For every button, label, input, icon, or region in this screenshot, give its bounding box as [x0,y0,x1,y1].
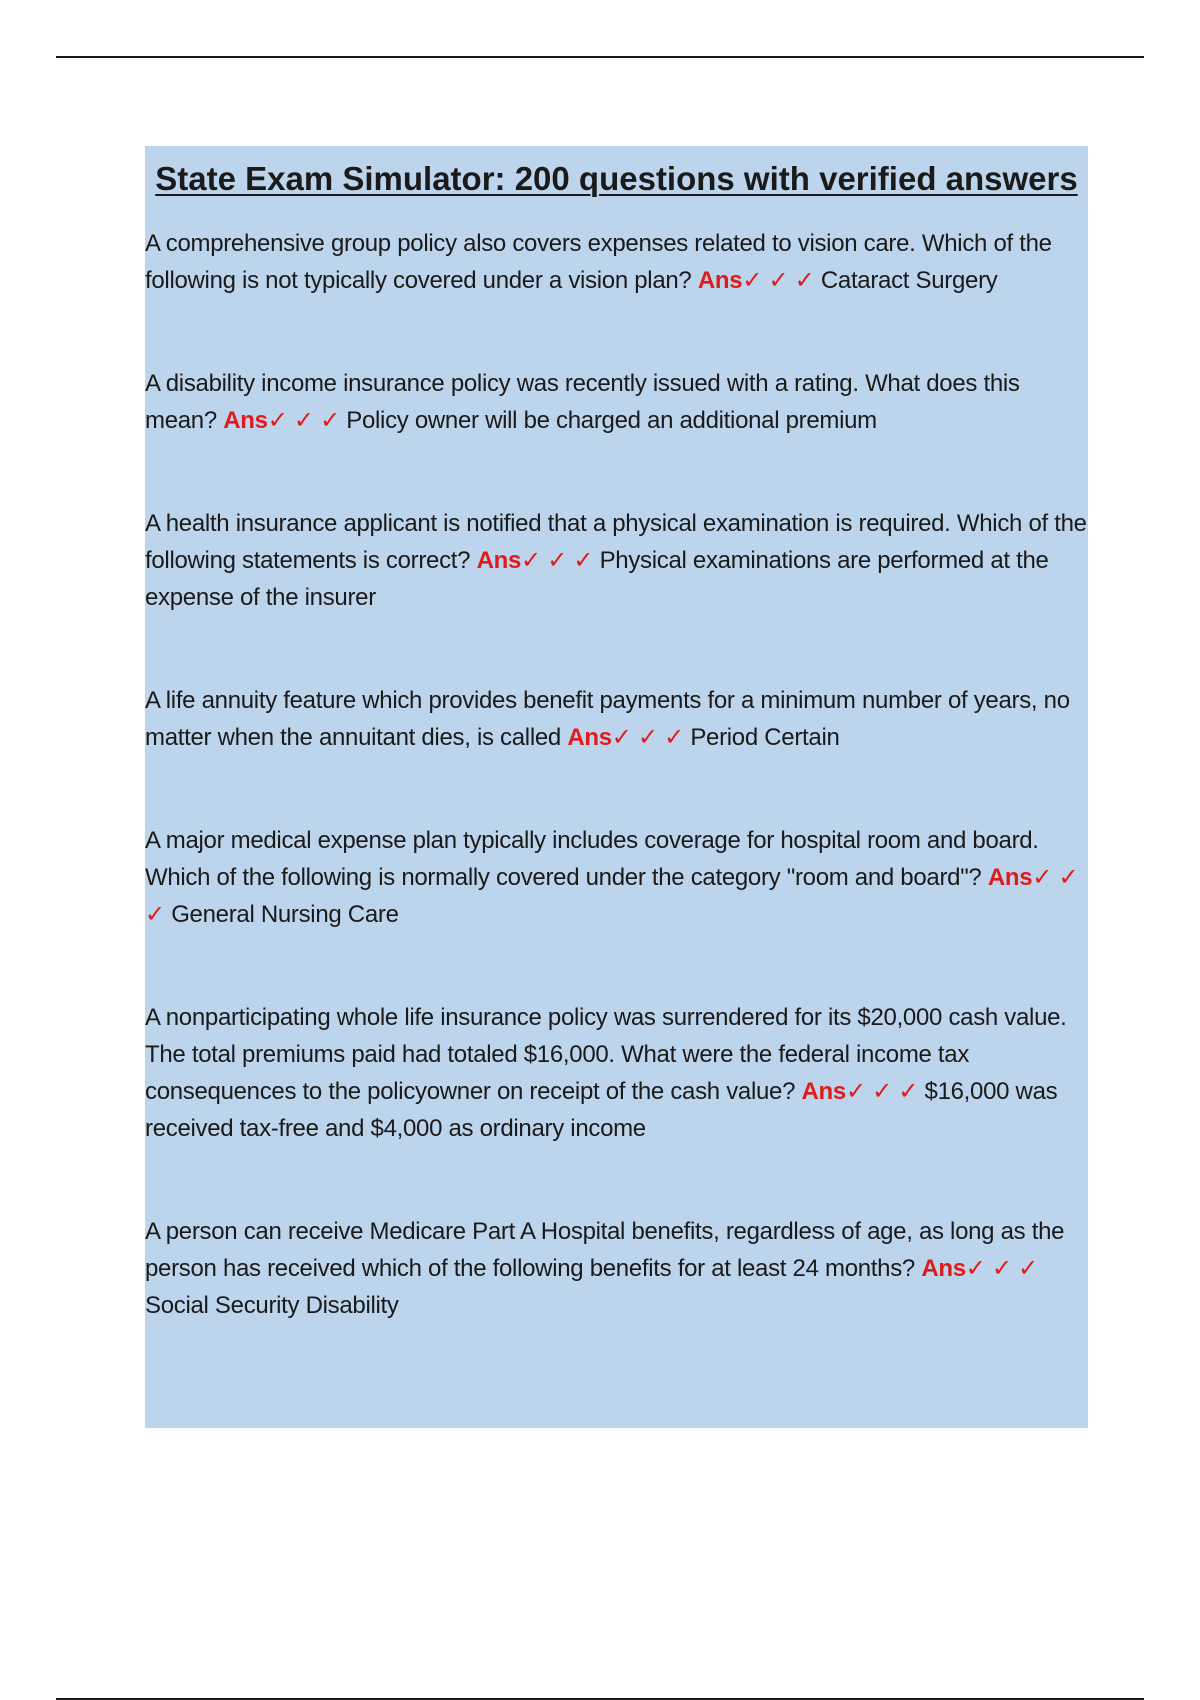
answer-text: Policy owner will be charged an additional premium [346,407,877,434]
answer-marker: Ans [476,547,522,574]
qa-item [145,822,1088,933]
question-text: A health insurance applicant is notified that a physical examination is required. Which of the following statements is correct? [145,510,1087,574]
answer-marker: Ans [567,724,612,751]
check-icon: ✓ ✓ ✓ [145,864,1079,928]
answer-marker: Ans [801,1078,846,1105]
question-text: A major medical expense plan typically includes coverage for hospital room and board. Which of the following is normally covered under the category "room and board"? [145,827,1039,891]
header-rule [56,56,1144,58]
qa-item [145,1213,1088,1324]
check-icon: ✓ ✓ ✓ [742,267,815,294]
answer-text: Physical examinations are performed at the expense of the insurer [145,547,1049,611]
answer-text: Period Certain [690,724,840,751]
question-text: A person can receive Medicare Part A Hospital benefits, regardless of age, as long as the person has received which of the following benefits for at least 24 months? [145,1218,1065,1282]
qa-item [145,505,1088,616]
answer-marker: Ans [987,864,1033,891]
page-title: State Exam Simulator: 200 questions with verified answers [155,160,1078,197]
answer-marker: Ans [223,407,268,434]
check-icon: ✓ ✓ ✓ [965,1255,1038,1282]
question-text: A life annuity feature which provides benefit payments for a minimum number of years, no matter when the annuitant dies, is called [145,687,1070,751]
check-icon: ✓ ✓ ✓ [267,407,340,434]
qa-item [145,999,1088,1147]
qa-item [145,365,1088,439]
answer-marker: Ans [921,1255,966,1282]
check-icon: ✓ ✓ ✓ [521,547,594,574]
answer-text: General Nursing Care [171,901,399,928]
check-icon: ✓ ✓ ✓ [611,724,684,751]
answer-text: Social Security Disability [145,1292,399,1319]
check-icon: ✓ ✓ ✓ [845,1078,919,1105]
answer-text: $16,000 was received tax-free and $4,000 as ordinary income [145,1078,1058,1142]
qa-list [145,225,1088,1324]
question-text: A nonparticipating whole life insurance policy was surrendered for its $20,000 cash value. The total premiums paid had totaled $16,000. What were the federal income tax consequences to the policyowner on receipt of the cash value? [145,1004,1067,1105]
answer-text: Cataract Surgery [820,267,998,294]
qa-item [145,225,1088,299]
qa-item [145,682,1088,756]
content-panel [145,146,1088,1428]
question-text: A comprehensive group policy also covers expenses related to vision care. Which of the following is not typically covered under a vision plan? [145,230,1052,294]
question-text: A disability income insurance policy was recently issued with a rating. What does this mean? [145,370,1020,434]
answer-marker: Ans [697,267,743,294]
